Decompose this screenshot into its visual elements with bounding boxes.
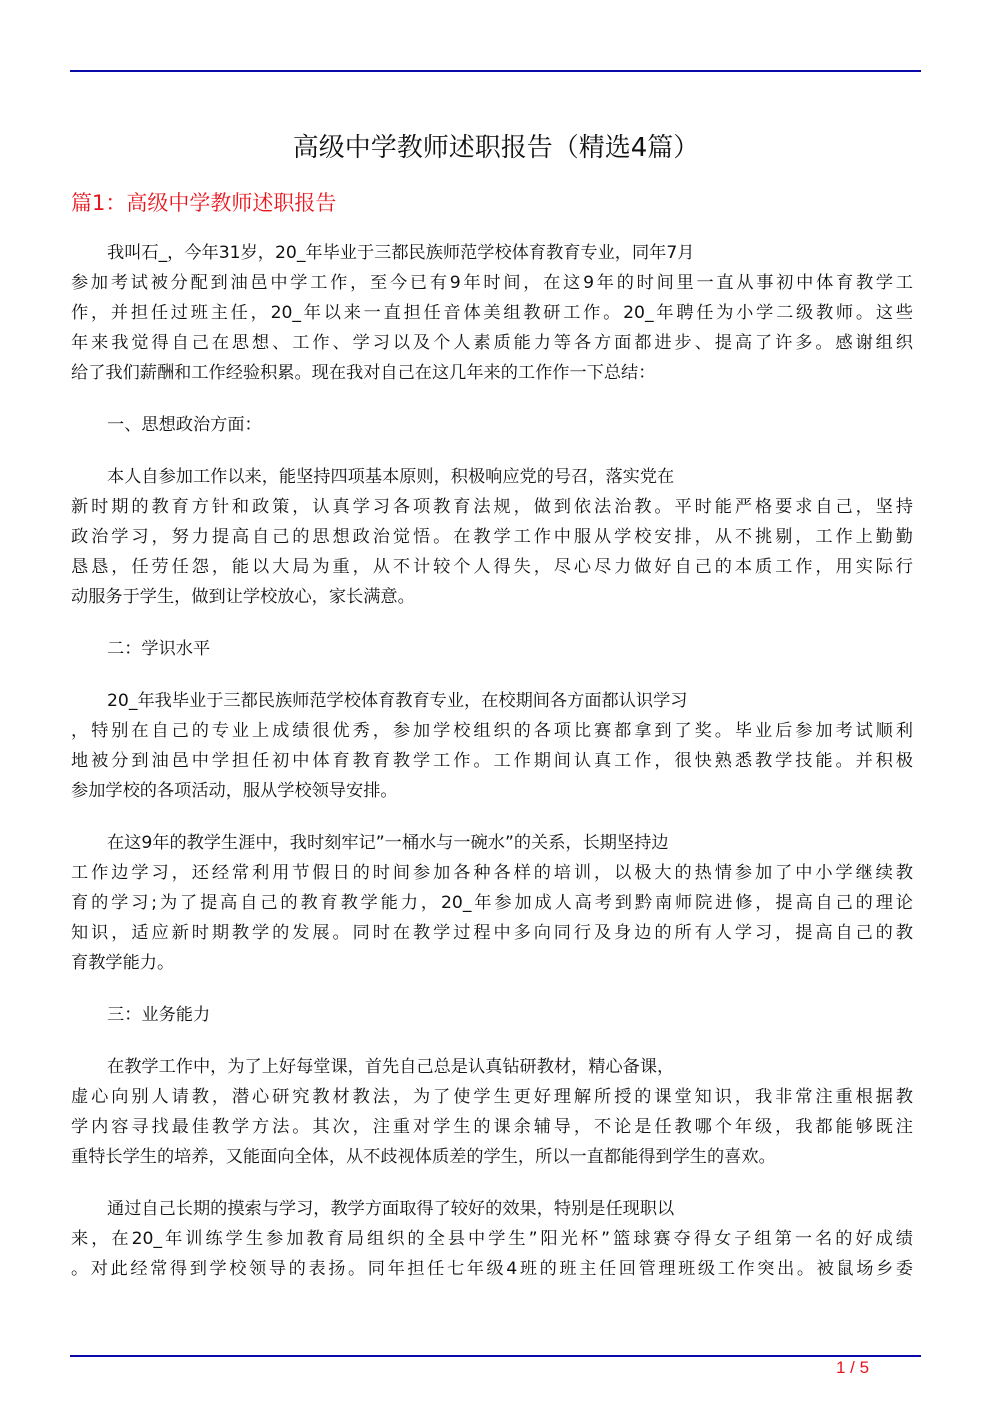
footer-rule [70, 1355, 921, 1357]
paragraph-line: 育教学能力。 [71, 953, 175, 973]
page-number: 1 / 5 [836, 1358, 870, 1377]
paragraph-line: 我叫石_，今年31岁，20_年毕业于三都民族师范学校体育教育专业，同年7月 [107, 243, 695, 263]
subsection-heading: 三：业务能力 [107, 1005, 211, 1025]
paragraph-line: 来，在20_年训练学生参加教育局组织的全县中学生”阳光杯”篮球赛夺得女子组第一名的好成绩 [71, 1229, 913, 1249]
paragraph [71, 828, 913, 978]
paragraph [71, 1052, 913, 1172]
paragraph [71, 1194, 913, 1284]
paragraph-line: 知识，适应新时期教学的发展。同时在教学过程中多向同行及身边的所有人学习，提高自己的教 [71, 923, 913, 943]
paragraph-line: 动服务于学生，做到让学校放心，家长满意。 [71, 587, 415, 607]
paragraph-line: 参加考试被分配到油邑中学工作，至今已有9年时间，在这9年的时间里一直从事初中体育教学工 [71, 273, 913, 293]
paragraph-line: 重特长学生的培养，又能面向全体，从不歧视体质差的学生，所以一直都能得到学生的喜欢。 [71, 1147, 776, 1167]
paragraph-line: 作，并担任过班主任，20_年以来一直担任音体美组教研工作。20_年聘任为小学二级教师。这些 [71, 303, 913, 323]
paragraph-line: 本人自参加工作以来，能坚持四项基本原则，积极响应党的号召，落实党在 [107, 467, 675, 487]
paragraph-line: 工作边学习，还经常利用节假日的时间参加各种各样的培训，以极大的热情参加了中小学继续教 [71, 863, 913, 883]
paragraph [71, 238, 913, 388]
paragraph-line: ，特别在自己的专业上成绩很优秀，参加学校组织的各项比赛都拿到了奖。毕业后参加考试顺利 [71, 721, 913, 741]
document-body [71, 238, 913, 1306]
subsection-heading: 一、思想政治方面： [107, 415, 262, 435]
paragraph-line: 通过自己长期的摸索与学习，教学方面取得了较好的效果，特别是任现职以 [107, 1199, 675, 1219]
subsection-heading: 二：学识水平 [107, 639, 211, 659]
paragraph [71, 686, 913, 806]
paragraph-line: 在教学工作中，为了上好每堂课，首先自己总是认真钻研教材，精心备课， [107, 1057, 675, 1077]
paragraph-line: 学内容寻找最佳教学方法。其次，注重对学生的课余辅导，不论是任教哪个年级，我都能够既注 [71, 1117, 913, 1137]
paragraph-line: 20_年我毕业于三都民族师范学校体育教育专业，在校期间各方面都认识学习 [107, 691, 688, 711]
paragraph-line: 年来我觉得自己在思想、工作、学习以及个人素质能力等各方面都进步、提高了许多。感谢组织 [71, 333, 913, 353]
header-rule [70, 70, 921, 72]
paragraph-line: 新时期的教育方针和政策，认真学习各项教育法规，做到依法治教。平时能严格要求自己，坚持 [71, 497, 913, 517]
paragraph-line: 参加学校的各项活动，服从学校领导安排。 [71, 781, 398, 801]
document-title: 高级中学教师述职报告（精选4篇） [292, 133, 700, 163]
paragraph-line: 政治学习，努力提高自己的思想政治觉悟。在教学工作中服从学校安排，从不挑剔，工作上勤勤 [71, 527, 913, 547]
section-heading: 篇1：高级中学教师述职报告 [71, 191, 337, 215]
paragraph-line: 恳恳，任劳任怨，能以大局为重，从不计较个人得失，尽心尽力做好自己的本质工作，用实际行 [71, 557, 913, 577]
paragraph-line: 虚心向别人请教，潜心研究教材教法，为了使学生更好理解所授的课堂知识，我非常注重根据教 [71, 1087, 913, 1107]
paragraph-line: 在这9年的教学生涯中，我时刻牢记”一桶水与一碗水”的关系，长期坚持边 [107, 833, 669, 853]
paragraph [71, 462, 913, 612]
paragraph-line: 地被分到油邑中学担任初中体育教育教学工作。工作期间认真工作，很快熟悉教学技能。并积极 [71, 751, 913, 771]
paragraph-line: 育的学习;为了提高自己的教育教学能力，20_年参加成人高考到黔南师院进修，提高自己的理论 [71, 893, 913, 913]
paragraph-line: 给了我们薪酬和工作经验积累。现在我对自己在这几年来的工作作一下总结： [71, 363, 656, 383]
paragraph-line: 。对此经常得到学校领导的表扬。同年担任七年级4班的班主任回管理班级工作突出。被鼠场乡委 [71, 1259, 913, 1279]
